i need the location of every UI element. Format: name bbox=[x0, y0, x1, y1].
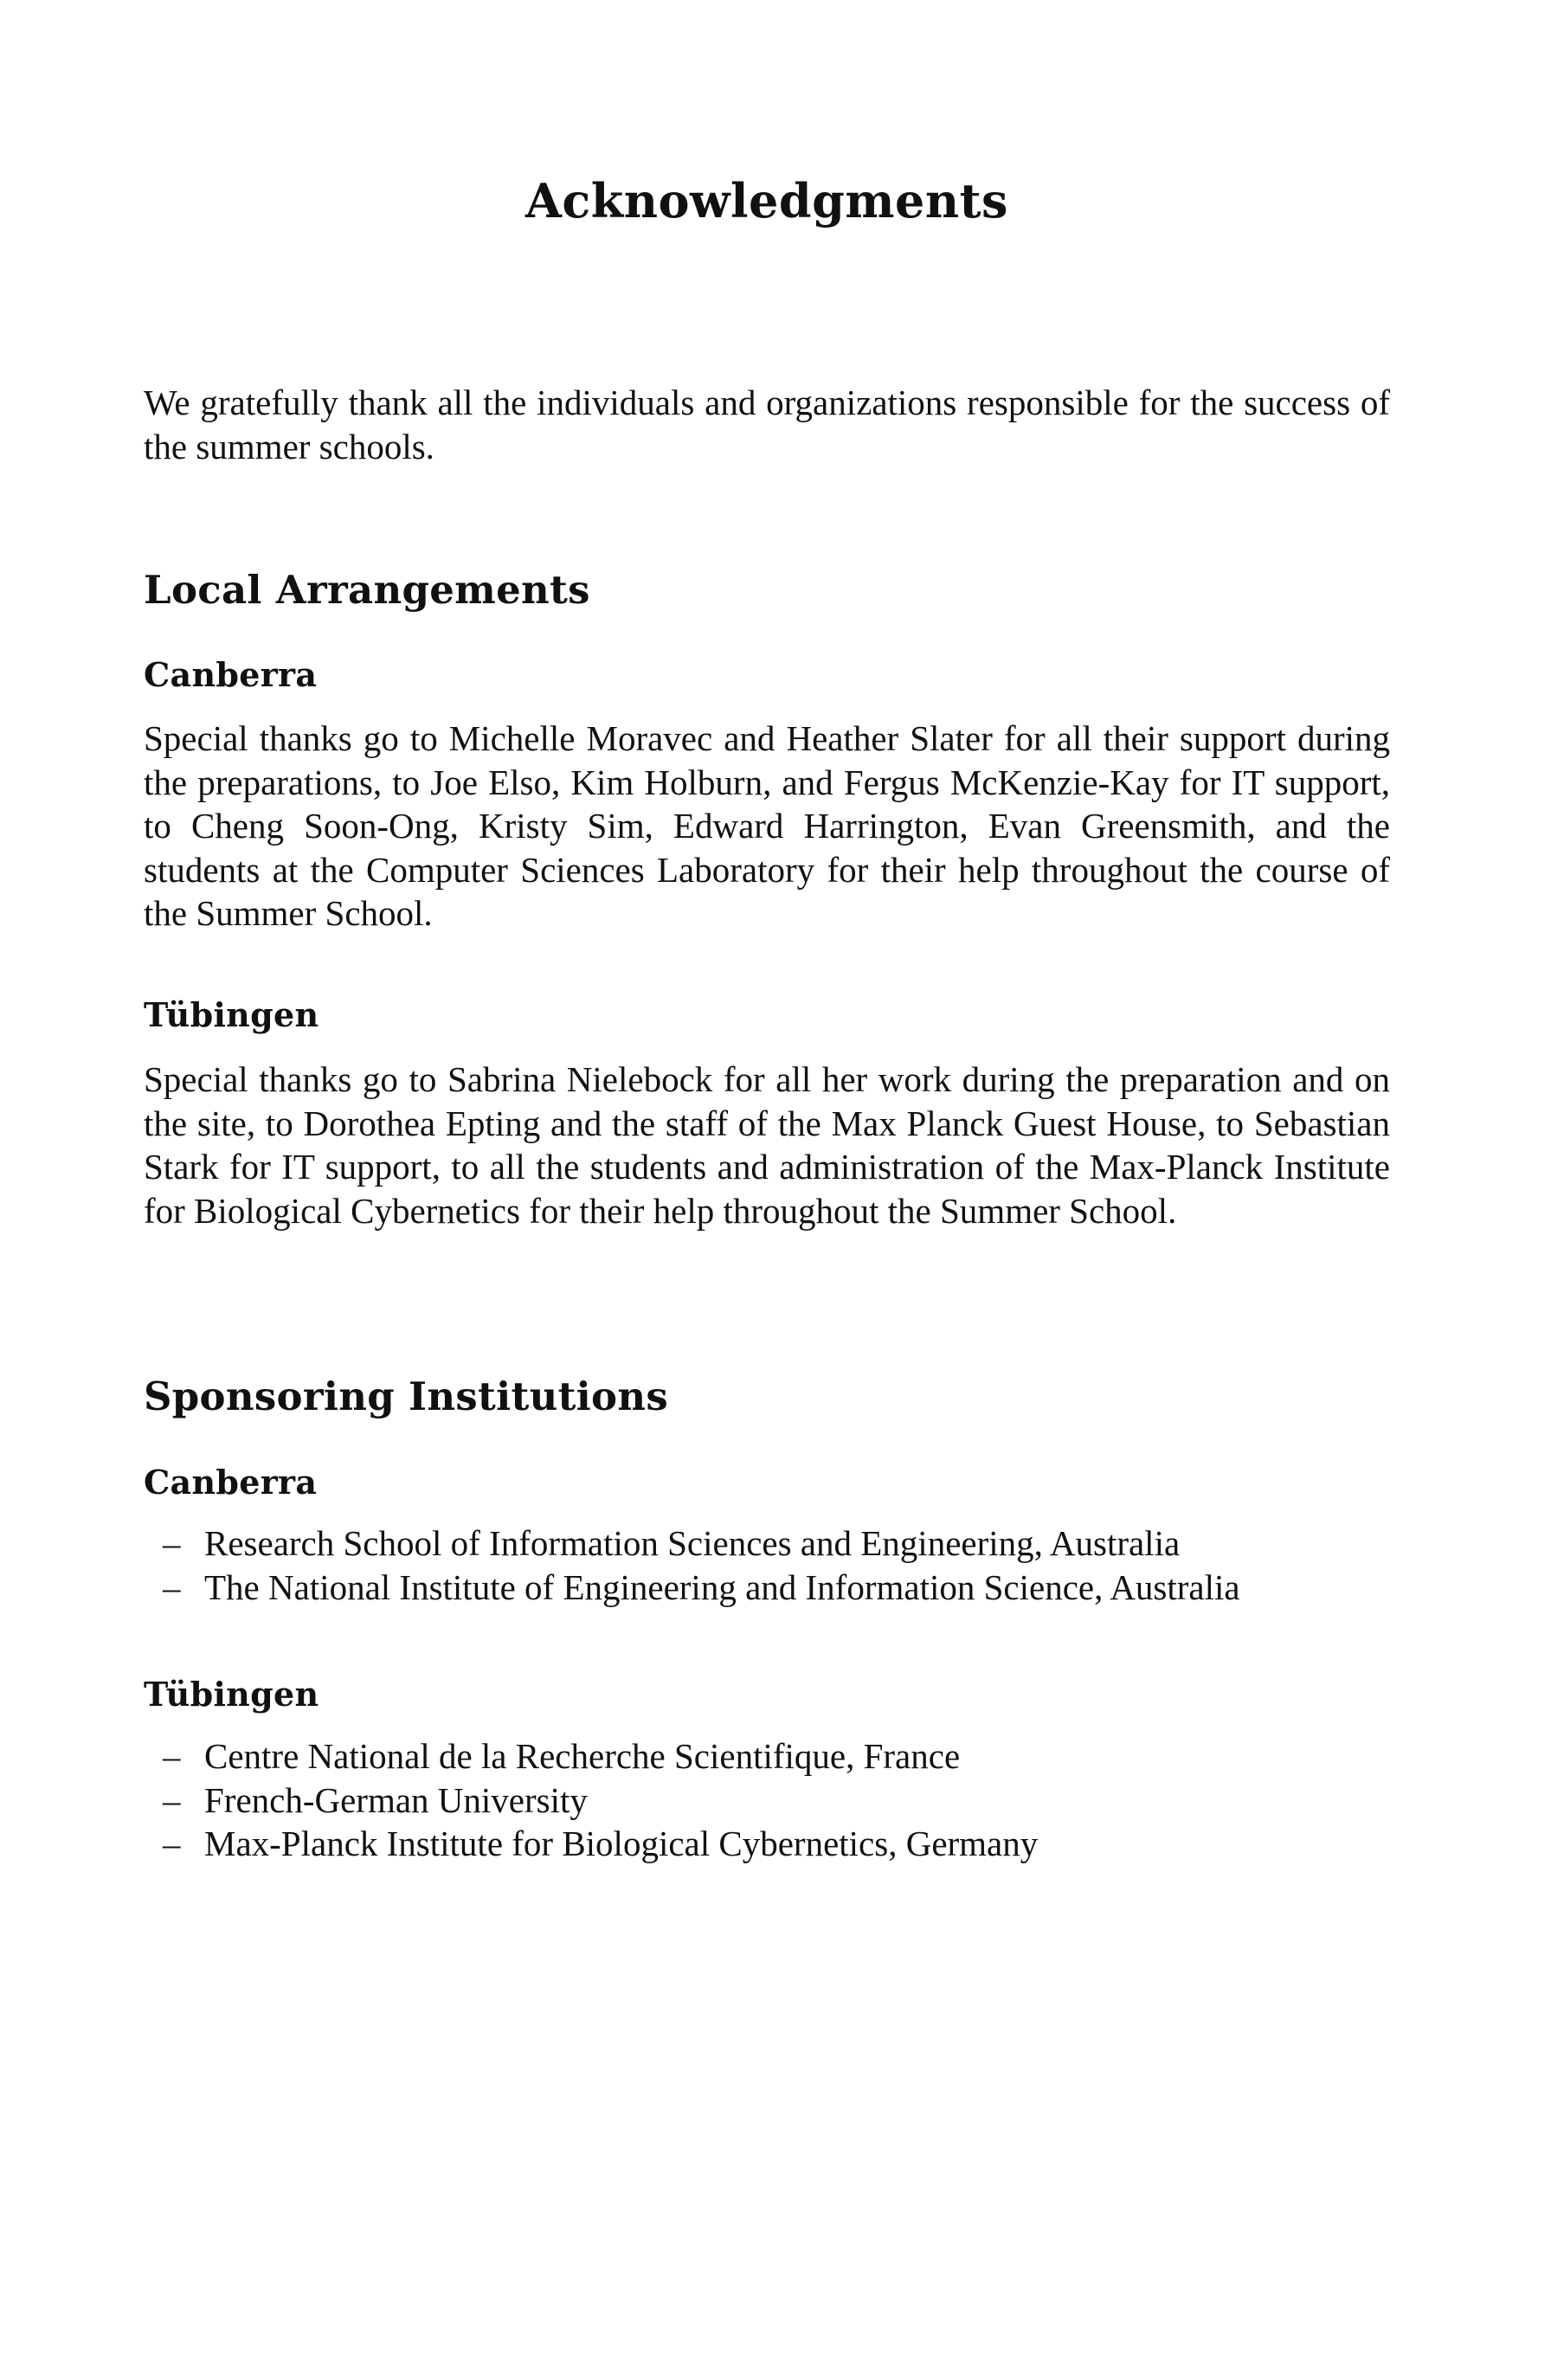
intro-paragraph: We gratefully thank all the individuals and organizations responsible for the success of the summer schools. bbox=[144, 383, 1390, 466]
list-dash: – bbox=[163, 1824, 181, 1863]
list-item-text: Research School of Information Sciences and Engineering, Australia bbox=[204, 1523, 1181, 1563]
list-dash: – bbox=[163, 1523, 181, 1563]
list-dash: – bbox=[163, 1779, 181, 1820]
local-tubingen-heading: Tübingen bbox=[144, 995, 319, 1034]
local-tubingen-paragraph: Special thanks go to Sabrina Nielebock for all her work during the preparation and on the site, to Dorothea Epting and the staff of the Max Planck Guest House, to Sebastian Stark for IT support, to all the students and administration of the Max-Planck Institute for Biological Cybernetics for their help throughout the Summer School. bbox=[144, 1059, 1390, 1231]
list-dash: – bbox=[163, 1566, 181, 1607]
list-item-text: French-German University bbox=[204, 1779, 588, 1820]
sponsors-canberra-list bbox=[163, 1521, 1240, 1609]
list-item bbox=[163, 1822, 1038, 1866]
list-item bbox=[163, 1734, 1038, 1779]
sponsors-tubingen-list bbox=[163, 1734, 1038, 1866]
sponsors-tubingen-heading: Tübingen bbox=[144, 1675, 319, 1714]
list-item bbox=[163, 1566, 1240, 1610]
list-item bbox=[163, 1521, 1240, 1566]
local-canberra-paragraph: Special thanks go to Michelle Moravec and Heather Slater for all their support during the preparations, to Joe Elso, Kim Holburn, and Fergus McKenzie-Kay for IT support, to Cheng Soon-Ong, Kristy Sim, Edward Harrington, Evan Greensmith, and the students at the Computer Sciences Laboratory for their help throughout the course of the Summer School. bbox=[144, 718, 1390, 933]
list-item-text: Max-Planck Institute for Biological Cybernetics, Germany bbox=[204, 1824, 1039, 1863]
sponsoring-institutions-heading: Sponsoring Institutions bbox=[144, 1373, 669, 1419]
list-item-text: Centre National de la Recherche Scientifique, France bbox=[204, 1736, 961, 1776]
local-canberra-heading: Canberra bbox=[144, 655, 318, 694]
sponsors-canberra-heading: Canberra bbox=[144, 1463, 318, 1502]
document-page bbox=[144, 0, 1390, 2380]
list-item bbox=[163, 1779, 1038, 1823]
list-item-text: The National Institute of Engineering and Information Science, Australia bbox=[204, 1566, 1240, 1607]
local-arrangements-heading: Local Arrangements bbox=[144, 567, 590, 613]
list-dash: – bbox=[163, 1736, 181, 1776]
page-title: Acknowledgments bbox=[525, 173, 1008, 228]
